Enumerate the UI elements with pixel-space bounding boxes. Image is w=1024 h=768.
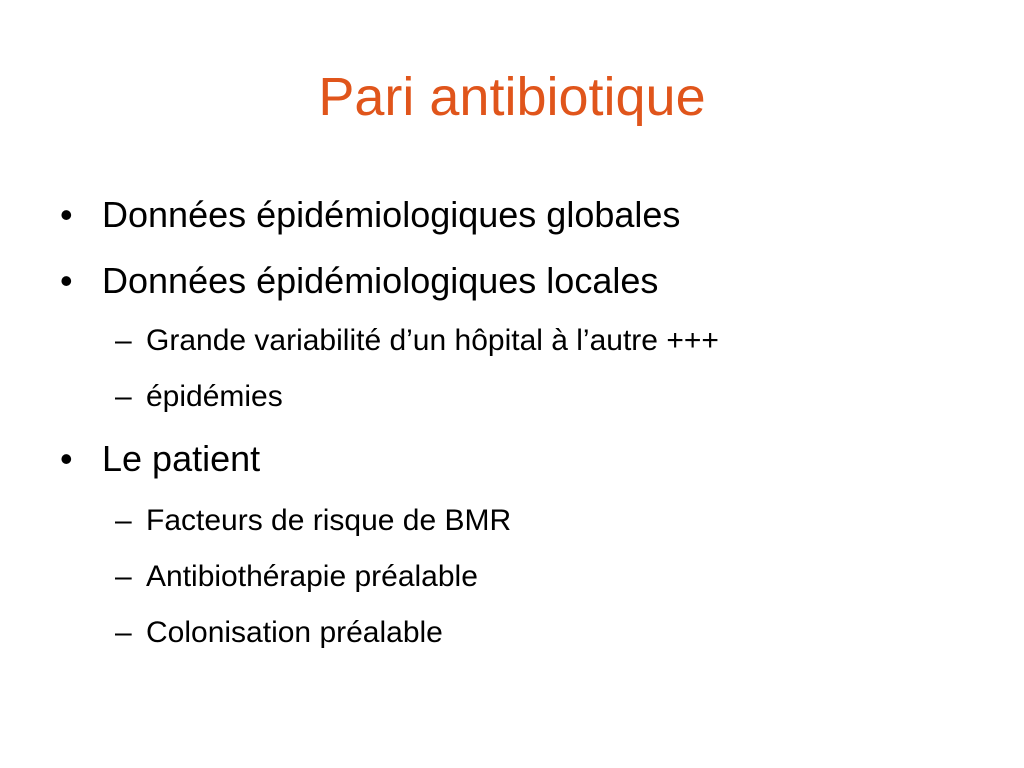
- dash-marker: –: [115, 504, 132, 537]
- bullet-item-text: Le patient: [102, 438, 261, 479]
- dash-marker: –: [115, 560, 132, 593]
- sub-bullet-item-text: Colonisation préalable: [146, 616, 443, 649]
- sub-bullet-item-text: Antibiothérapie préalable: [146, 560, 478, 593]
- bullet-marker: •: [60, 260, 73, 301]
- dash-marker: –: [115, 324, 132, 357]
- bullet-item: [60, 437, 260, 481]
- bullet-item-text: Données épidémiologiques locales: [102, 260, 659, 301]
- slide-title: Pari antibiotique: [318, 67, 706, 127]
- sub-bullet-item-text: Grande variabilité d’un hôpital à l’autre +++: [146, 324, 719, 357]
- sub-bullet-item: [115, 614, 443, 652]
- bullet-item: [60, 259, 658, 303]
- bullet-marker: •: [60, 438, 73, 479]
- sub-bullet-item: [115, 558, 478, 596]
- sub-bullet-item: [115, 502, 511, 540]
- bullet-item-text: Données épidémiologiques globales: [102, 194, 681, 235]
- sub-bullet-item-text: épidémies: [146, 380, 283, 413]
- sub-bullet-item: [115, 378, 283, 416]
- sub-bullet-item: [115, 322, 719, 360]
- dash-marker: –: [115, 616, 132, 649]
- sub-bullet-item-text: Facteurs de risque de BMR: [146, 504, 512, 537]
- dash-marker: –: [115, 380, 132, 413]
- bullet-marker: •: [60, 194, 73, 235]
- bullet-item: [60, 193, 680, 237]
